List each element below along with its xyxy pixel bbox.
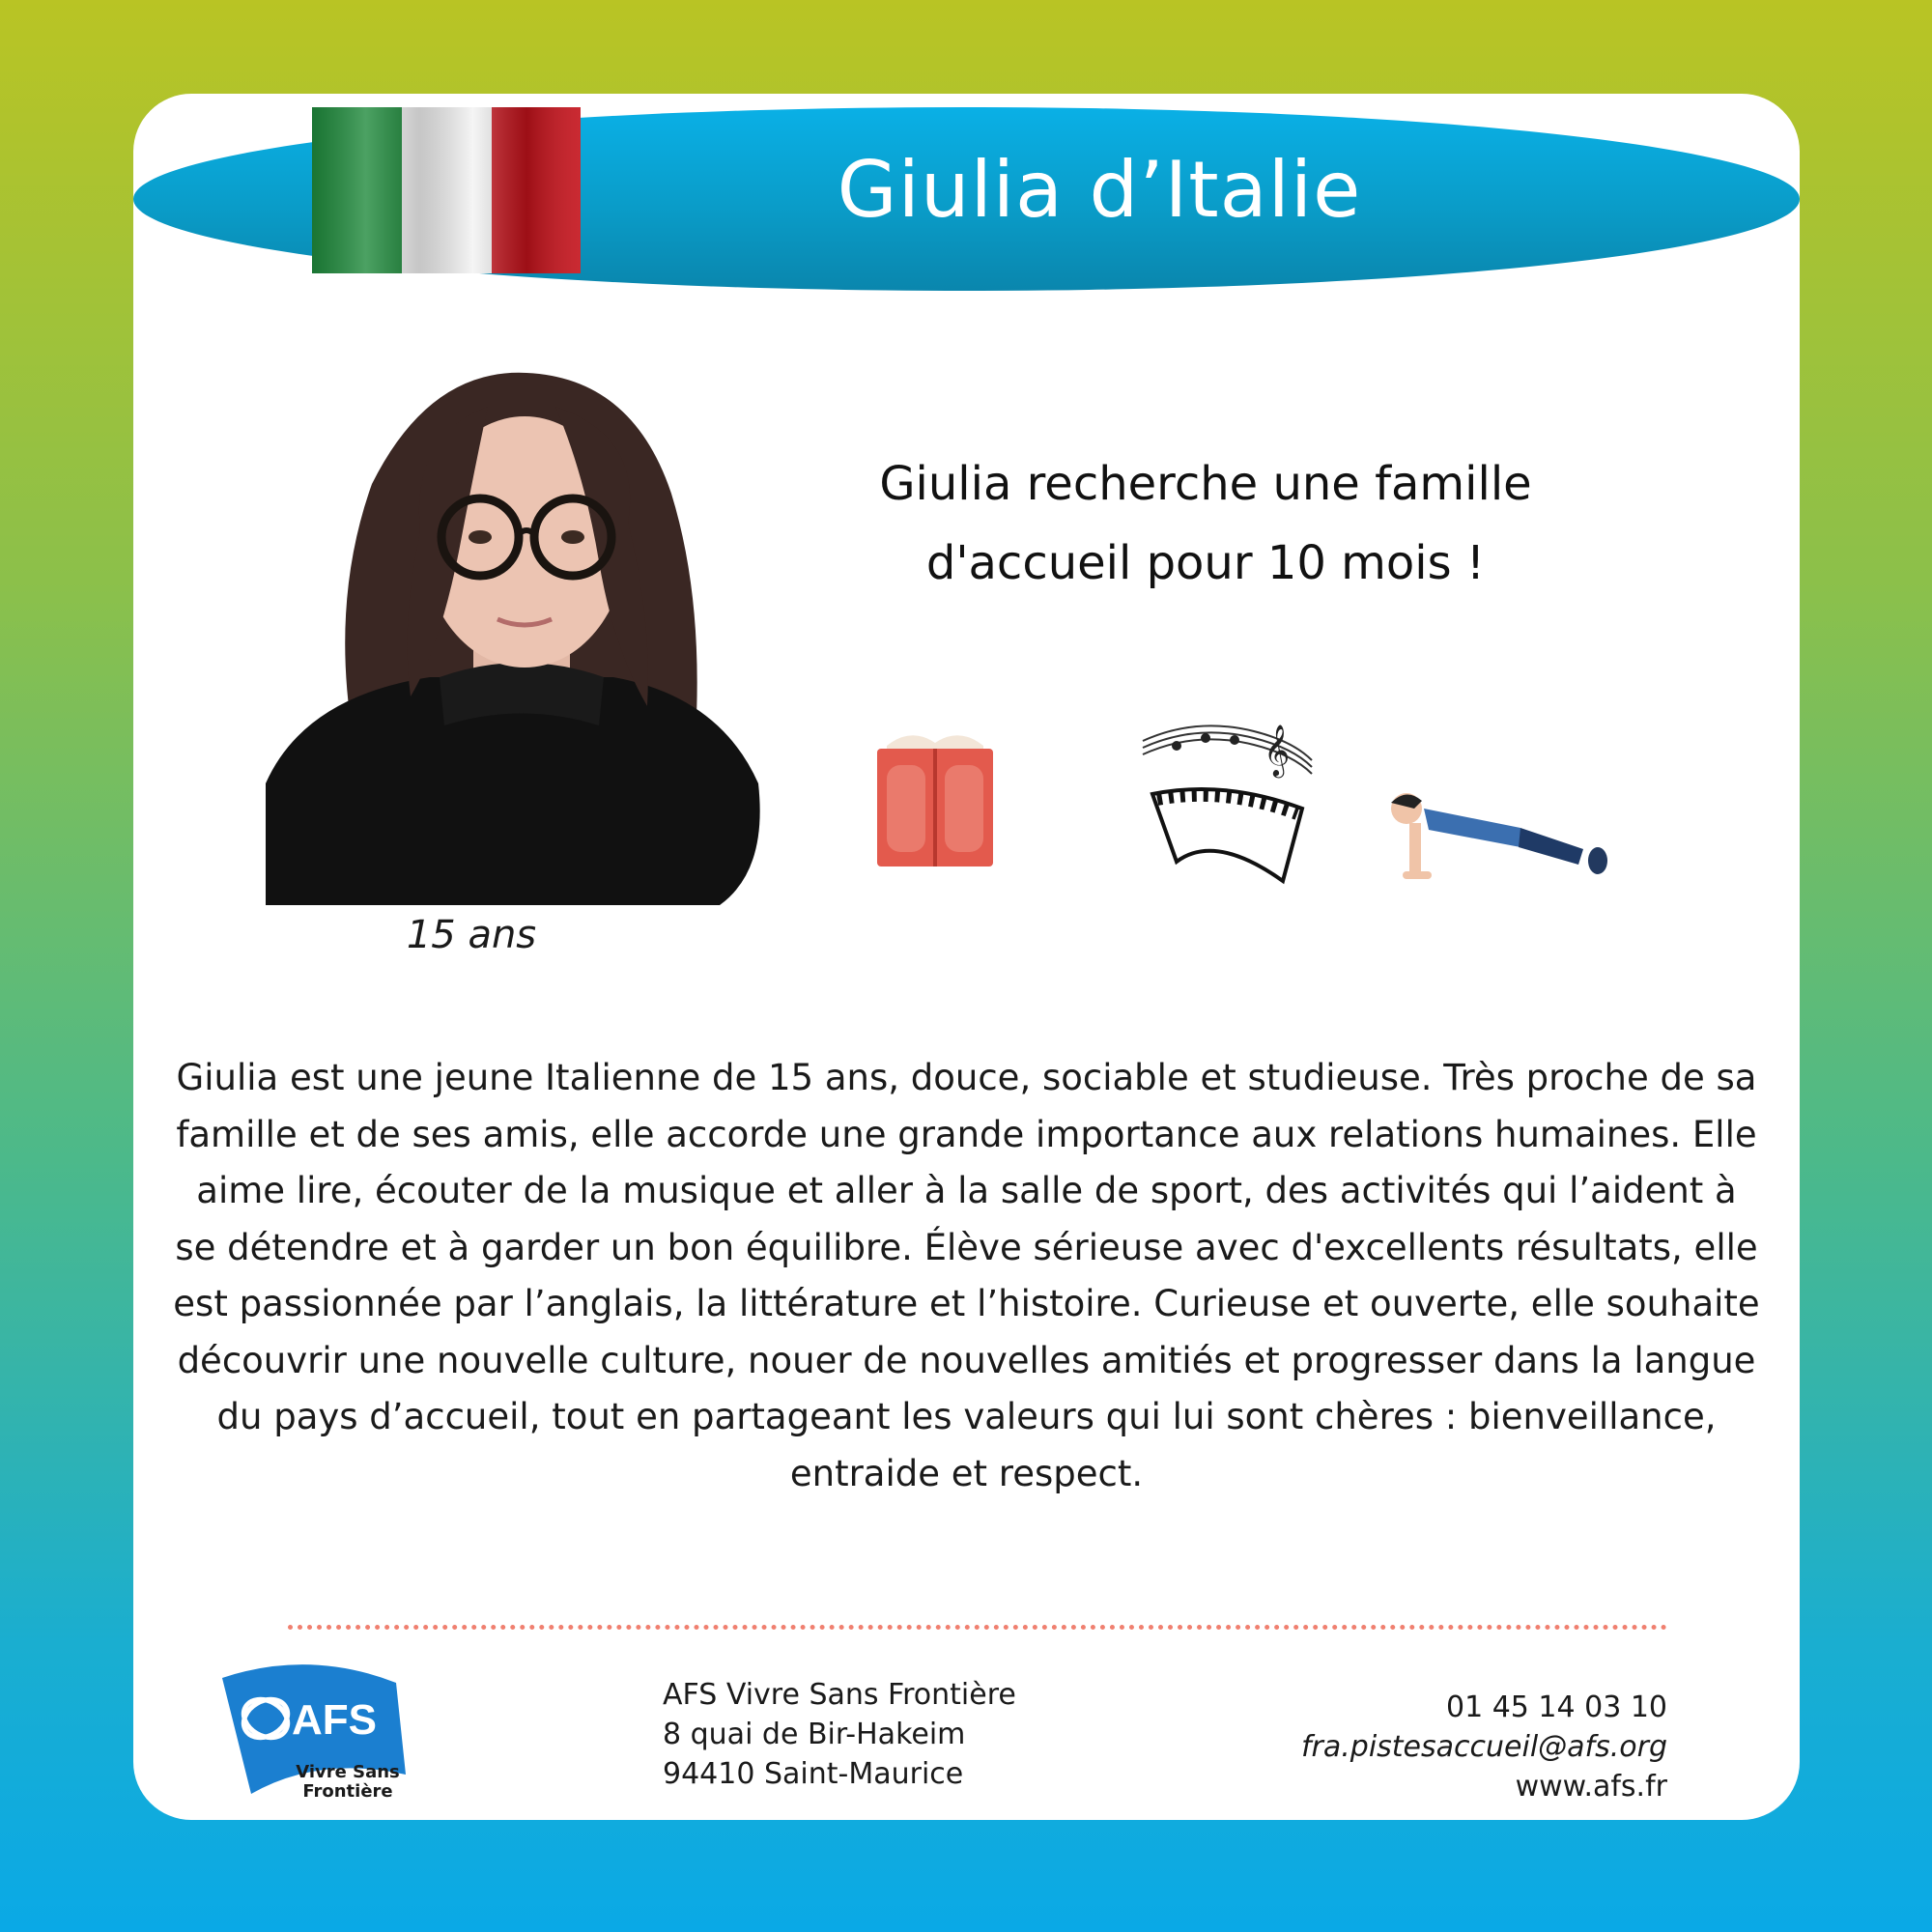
email-link[interactable]: fra.pistesaccueil@afs.org: [1300, 1730, 1667, 1764]
profile-card: [133, 94, 1800, 1820]
postal-address: [663, 1675, 1097, 1794]
phone-number[interactable]: 01 45 14 03 10: [1445, 1690, 1667, 1724]
page-title: Giulia d’Italie: [837, 145, 1362, 235]
description-text: Giulia est une jeune Italienne de 15 ans, douce, sociable et studieuse. Très proche de sa famille et de ses amis, elle accorde une grande importance aux relations humaines. Elle aime lire, écouter de la musique et aller à la salle de sport, des activités qui l’aident à se détendre et à garder un bon équilibre. Élève sérieuse avec d'excellents résultats, elle est passionnée par l’anglais, la littérature et l’histoire. Curieuse et ouverte, elle souhaite découvrir une nouvelle culture, nouer de nouvelles amitiés et progresser dans la langue du pays d’accueil, tout en partageant les valeurs qui lui sont chères : bienveillance, entraide et respect.: [173, 1057, 1760, 1494]
age-label: 15 ans: [406, 913, 537, 957]
address-line-3: 94410 Saint-Maurice: [663, 1757, 964, 1791]
italy-flag-icon: [312, 107, 581, 273]
address-line-2: 8 quai de Bir-Hakeim: [663, 1718, 966, 1751]
footer-divider: [288, 1625, 1667, 1630]
student-portrait: [266, 329, 768, 905]
website-link[interactable]: www.afs.fr: [1515, 1770, 1667, 1804]
push-up-exercise-icon: [1385, 770, 1607, 886]
piano-music-icon: [1138, 717, 1317, 886]
logo-text: AFS: [292, 1696, 377, 1744]
contact-info: [1177, 1688, 1667, 1806]
book-icon: [877, 722, 993, 867]
svg-text:𝄞: 𝄞: [1264, 724, 1291, 776]
headline: Giulia recherche une famille d'accueil pour 10 mois !: [879, 457, 1532, 590]
logo-subtitle: Vivre Sans Frontière: [296, 1762, 400, 1802]
address-line-1: AFS Vivre Sans Frontière: [663, 1678, 1016, 1712]
